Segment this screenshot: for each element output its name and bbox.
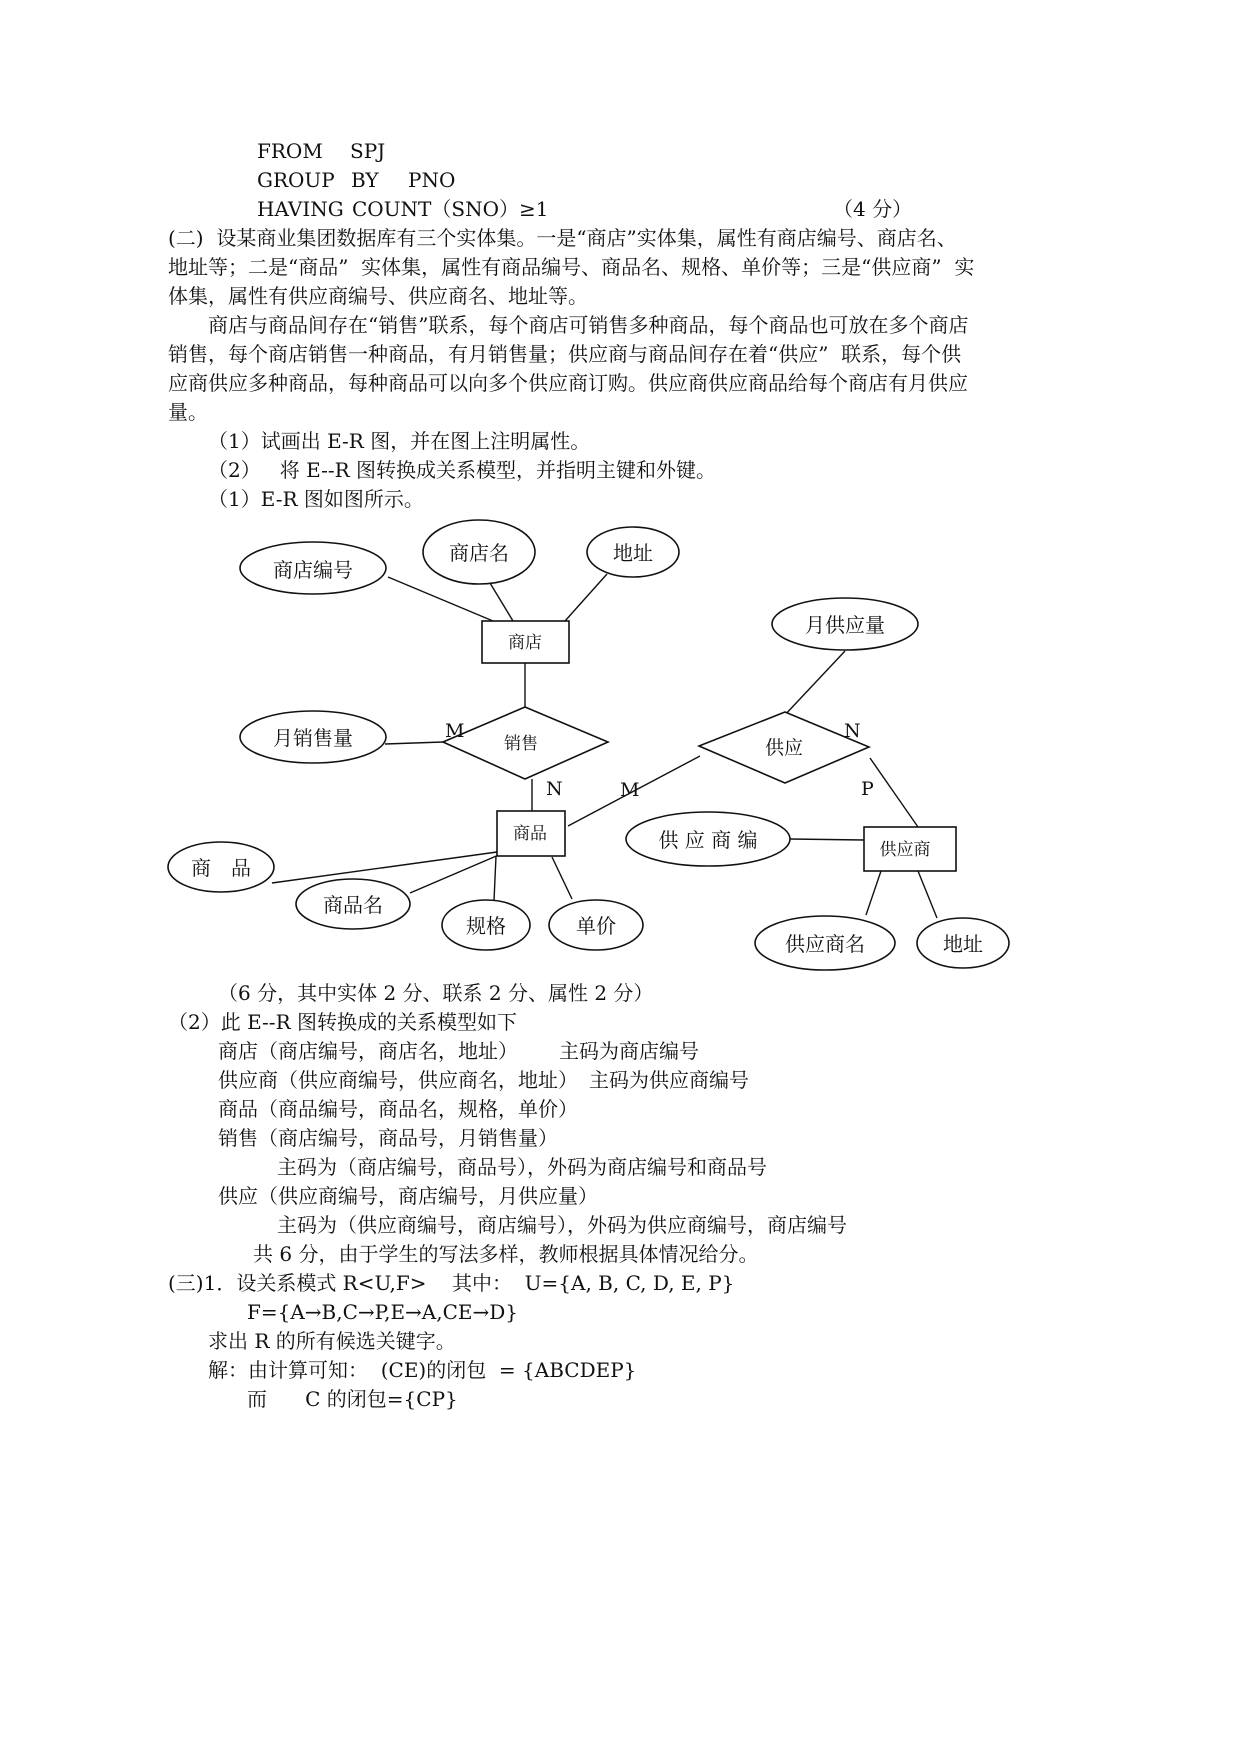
problem2-para2-line1: 商店与商品间存在“销售”联系，每个商店可销售多种商品，每个商品也可放在多个商店 bbox=[208, 313, 969, 337]
line-shopname-shop bbox=[490, 583, 513, 621]
problem3-line3: 求出 R 的所有候选关键字。 bbox=[208, 1329, 456, 1353]
model-supply: 供应（供应商编号，商店编号，月供应量） bbox=[218, 1184, 598, 1208]
attr-month-supply: 月供应量 bbox=[805, 613, 885, 637]
line-supply-supplier bbox=[870, 758, 918, 827]
entity-goods: 商品 bbox=[513, 824, 547, 844]
attr-supplier-addr: 地址 bbox=[943, 932, 983, 956]
model-supply-key: 主码为（供应商编号，商店编号），外码为供应商编号，商店编号 bbox=[277, 1213, 847, 1237]
model-shop: 商店（商店编号，商店名，地址） bbox=[218, 1039, 518, 1063]
card-supply-n: N bbox=[844, 720, 861, 742]
sql-from-value: SPJ bbox=[350, 139, 386, 163]
model-sales: 销售（商店编号，商品号，月销售量） bbox=[218, 1126, 558, 1150]
question-1: （1）试画出 E-R 图，并在图上注明属性。 bbox=[208, 429, 591, 453]
model-title: （2）此 E--R 图转换成的关系模型如下 bbox=[168, 1010, 517, 1034]
model-supplier-key: 主码为供应商编号 bbox=[589, 1068, 749, 1092]
problem2-para1-line3: 体集，属性有供应商编号、供应商名、地址等。 bbox=[168, 284, 588, 308]
scoring-er: （6 分，其中实体 2 分、联系 2 分、属性 2 分） bbox=[218, 981, 654, 1005]
line-monthsupply-supply bbox=[783, 651, 845, 717]
attr-goods-no: 商 品 bbox=[191, 856, 251, 880]
line-supplierno-supplier bbox=[790, 839, 864, 840]
line-suppliername-supplier bbox=[866, 871, 881, 915]
line-price-goods bbox=[552, 857, 572, 899]
attr-month-sales: 月销售量 bbox=[273, 726, 353, 750]
line-goodsno-goods bbox=[272, 852, 497, 883]
problem2-para1-line2: 地址等；二是“商品” 实体集，属性有商品编号、商品名、规格、单价等；三是“供应商” 实 bbox=[168, 255, 975, 279]
attr-supplier-name: 供应商名 bbox=[785, 932, 865, 956]
problem2-para2-line4: 量。 bbox=[168, 400, 208, 424]
card-supply-p: P bbox=[861, 778, 874, 800]
score-top: （4 分） bbox=[833, 197, 913, 221]
card-sales-n: N bbox=[546, 778, 563, 800]
line-goodsname-goods bbox=[410, 854, 501, 893]
sql-from-keyword: FROM bbox=[257, 139, 323, 163]
entity-shop: 商店 bbox=[508, 633, 542, 653]
sql-having-value: COUNT（SNO）≥1 bbox=[352, 197, 549, 221]
sql-group-value: PNO bbox=[408, 168, 456, 192]
model-total: 共 6 分，由于学生的写法多样，教师根据具体情况给分。 bbox=[253, 1242, 759, 1266]
model-shop-key: 主码为商店编号 bbox=[559, 1039, 699, 1063]
line-addr-shop bbox=[565, 574, 607, 621]
problem3-line4: 解：由计算可知： (CE)的闭包 = {ABCDEP} bbox=[208, 1358, 637, 1382]
problem3-line2: F={A→B,C→P,E→A,CE→D} bbox=[247, 1300, 519, 1324]
attr-shop-no: 商店编号 bbox=[273, 558, 353, 582]
sql-group-keyword: GROUP bbox=[257, 168, 335, 192]
attr-shop-addr: 地址 bbox=[613, 541, 653, 565]
entity-supplier: 供应商 bbox=[879, 840, 931, 860]
rel-sales: 销售 bbox=[504, 734, 538, 754]
attr-shop-name: 商店名 bbox=[449, 541, 509, 565]
model-supplier: 供应商（供应商编号，供应商名，地址） bbox=[218, 1068, 578, 1092]
problem2-para2-line2: 销售，每个商店销售一种商品，有月销售量；供应商与商品间存在着“供应” 联系，每个供 bbox=[168, 342, 962, 366]
attr-goods-name: 商品名 bbox=[323, 893, 383, 917]
problem2-para1-line1: (二) 设某商业集团数据库有三个实体集。一是“商店”实体集，属性有商店编号、商店名、 bbox=[168, 226, 957, 250]
answer-1-intro: （1）E-R 图如图所示。 bbox=[208, 487, 424, 511]
line-spec-goods bbox=[494, 856, 496, 901]
line-monthsales-sales bbox=[385, 742, 443, 744]
problem3-line1: (三)1．设关系模式 R<U,F> 其中： U={A, B, C, D, E, P} bbox=[168, 1271, 735, 1295]
model-sales-key: 主码为（商店编号，商品号），外码为商店编号和商品号 bbox=[277, 1155, 767, 1179]
problem3-line5: 而 C 的闭包={CP} bbox=[247, 1387, 458, 1411]
attr-supplier-no: 供 应 商 编 bbox=[658, 828, 758, 852]
question-2: （2） 将 E--R 图转换成关系模型，并指明主键和外键。 bbox=[208, 458, 717, 482]
attr-spec: 规格 bbox=[466, 914, 506, 938]
card-sales-m: M bbox=[445, 720, 465, 742]
sql-having-keyword: HAVING bbox=[257, 197, 344, 221]
line-supplieraddr-supplier bbox=[918, 871, 937, 918]
rel-supply: 供应 bbox=[764, 737, 804, 759]
problem2-para2-line3: 应商供应多种商品，每种商品可以向多个供应商订购。供应商供应商品给每个商店有月供应 bbox=[168, 371, 968, 395]
card-supply-m: M bbox=[620, 779, 640, 801]
model-goods: 商品（商品编号，商品名，规格，单价） bbox=[218, 1097, 578, 1121]
attr-price: 单价 bbox=[576, 914, 616, 938]
sql-by-keyword: BY bbox=[351, 168, 379, 192]
